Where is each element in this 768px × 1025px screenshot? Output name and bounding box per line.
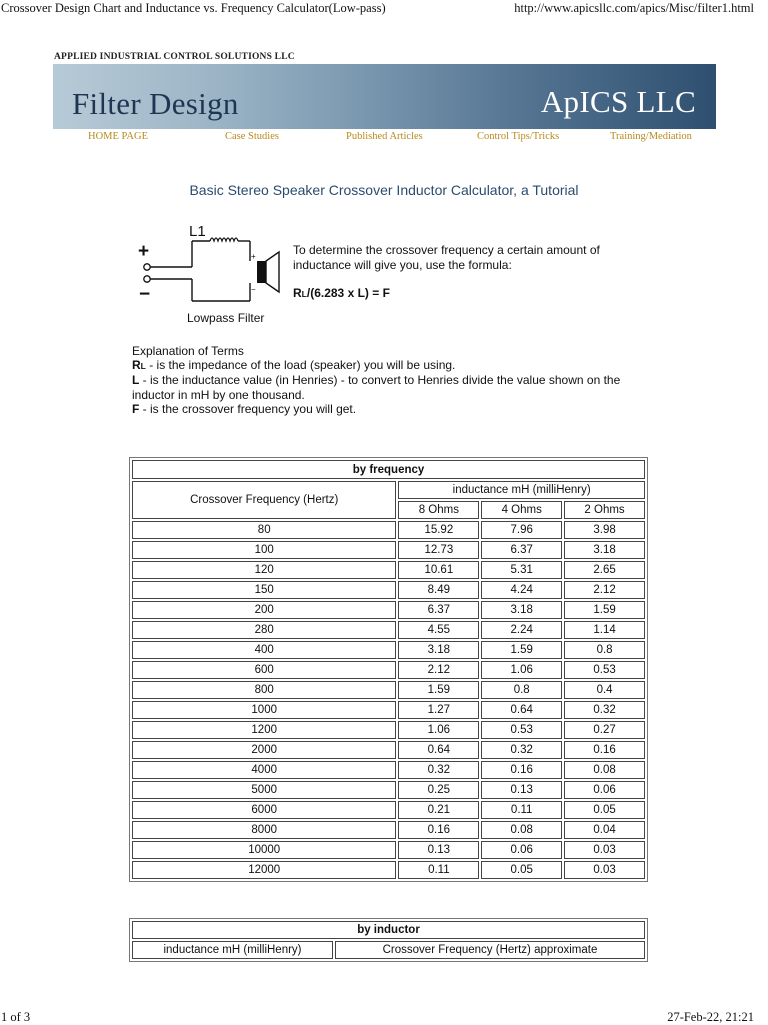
inductance-cell: 3.18	[481, 601, 562, 619]
table-row	[132, 601, 645, 619]
banner-title: Filter Design	[72, 86, 239, 121]
term-l: L - is the inductance value (in Henries) - to convert to Henries divide the value shown on the inductor in mH by one thousand.	[132, 373, 621, 402]
inductance-cell: 0.21	[398, 801, 479, 819]
inductance-cell: 0.32	[398, 761, 479, 779]
article-title: Basic Stereo Speaker Crossover Inductor Calculator, a Tutorial	[189, 182, 579, 198]
inductance-cell: 0.04	[564, 821, 645, 839]
frequency-cell: 6000	[132, 801, 396, 819]
inductor-label: L1	[189, 223, 206, 240]
site-banner	[53, 64, 716, 129]
formula: RL/(6.283 x L) = F	[293, 286, 390, 300]
frequency-cell: 280	[132, 621, 396, 639]
inductance-cell: 0.06	[564, 781, 645, 799]
inductance-cell: 0.25	[398, 781, 479, 799]
inductance-cell: 0.03	[564, 861, 645, 879]
inductance-cell: 0.05	[564, 801, 645, 819]
inductance-cell: 3.98	[564, 521, 645, 539]
terms-heading: Explanation of Terms	[132, 344, 244, 358]
inductance-cell: 6.37	[481, 541, 562, 559]
table-title: by frequency	[132, 460, 645, 479]
inductance-cell: 3.18	[398, 641, 479, 659]
speaker-magnet	[257, 261, 266, 283]
table-row	[132, 541, 645, 559]
inductance-cell: 5.31	[481, 561, 562, 579]
inductance-cell: 1.59	[398, 681, 479, 699]
inductance-cell: 0.64	[398, 741, 479, 759]
inductance-cell: 0.11	[398, 861, 479, 879]
table-row	[132, 561, 645, 579]
frequency-cell: 200	[132, 601, 396, 619]
inductance-cell: 0.64	[481, 701, 562, 719]
print-header	[0, 0, 768, 20]
frequency-cell: 5000	[132, 781, 396, 799]
banner-logo: ApICS LLC	[540, 84, 696, 119]
inductance-cell: 0.32	[481, 741, 562, 759]
inductance-cell: 0.13	[398, 841, 479, 859]
inductance-cell: 0.53	[481, 721, 562, 739]
inductance-cell: 1.06	[398, 721, 479, 739]
frequency-cell: 120	[132, 561, 396, 579]
inductance-cell: 0.8	[564, 641, 645, 659]
frequency-cell: 100	[132, 541, 396, 559]
table-row	[132, 761, 645, 779]
table-row	[132, 861, 645, 879]
inductance-cell: 1.06	[481, 661, 562, 679]
column-group-header: inductance mH (milliHenry)	[398, 481, 645, 499]
minus-sign: −	[139, 284, 151, 305]
inductance-cell: 10.61	[398, 561, 479, 579]
nav-case-studies[interactable]: Case Studies	[225, 131, 279, 142]
frequency-cell: 12000	[132, 861, 396, 879]
table-row	[132, 701, 645, 719]
inductance-cell: 0.13	[481, 781, 562, 799]
table-row	[132, 721, 645, 739]
frequency-table	[129, 457, 648, 882]
table-row	[132, 661, 645, 679]
page-indicator: 1 of 3	[1, 1010, 31, 1024]
table-row	[132, 521, 645, 539]
speaker-plus: +	[251, 252, 256, 261]
frequency-cell: 10000	[132, 841, 396, 859]
inductance-cell: 7.96	[481, 521, 562, 539]
inductance-cell: 4.55	[398, 621, 479, 639]
inductance-cell: 3.18	[564, 541, 645, 559]
inductance-cell: 0.08	[481, 821, 562, 839]
frequency-cell: 1200	[132, 721, 396, 739]
frequency-cell: 600	[132, 661, 396, 679]
column-header: Crossover Frequency (Hertz)	[132, 481, 396, 519]
inductance-cell: 2.65	[564, 561, 645, 579]
nav-control-tips[interactable]: Control Tips/Tricks	[477, 131, 560, 142]
inductance-cell: 0.16	[398, 821, 479, 839]
frequency-cell: 8000	[132, 821, 396, 839]
frequency-cell: 4000	[132, 761, 396, 779]
nav-published-articles[interactable]: Published Articles	[346, 131, 423, 142]
column-header: 2 Ohms	[564, 501, 645, 519]
speaker-cone	[266, 252, 279, 292]
terminal-top	[144, 264, 150, 270]
inductance-cell: 6.37	[398, 601, 479, 619]
page-url[interactable]: http://www.apicsllc.com/apics/Misc/filter1.html	[514, 1, 754, 15]
inductance-cell: 0.16	[564, 741, 645, 759]
speaker-minus: −	[251, 285, 256, 294]
table-title: by inductor	[132, 921, 645, 939]
term-f: F - is the crossover frequency you will get.	[132, 401, 357, 416]
frequency-cell: 150	[132, 581, 396, 599]
inductance-cell: 2.24	[481, 621, 562, 639]
terms-explanation	[132, 344, 632, 416]
table-row	[132, 781, 645, 799]
frequency-cell: 800	[132, 681, 396, 699]
terminal-bottom	[144, 276, 150, 282]
table-row	[132, 841, 645, 859]
print-footer	[0, 1010, 768, 1024]
frequency-cell: 80	[132, 521, 396, 539]
table-row	[132, 681, 645, 699]
intro-text: To determine the crossover frequency a certain amount of inductance will give you, use the formula:	[293, 243, 600, 272]
inductance-cell: 0.06	[481, 841, 562, 859]
lowpass-circuit-diagram	[132, 221, 282, 311]
inductance-cell: 0.05	[481, 861, 562, 879]
print-timestamp: 27-Feb-22, 21:21	[667, 1010, 754, 1024]
inductance-cell: 8.49	[398, 581, 479, 599]
column-header: Crossover Frequency (Hertz) approximate	[335, 941, 645, 959]
table-row	[132, 741, 645, 759]
inductance-cell: 0.16	[481, 761, 562, 779]
table-row	[132, 801, 645, 819]
inductance-cell: 0.08	[564, 761, 645, 779]
inductance-cell: 2.12	[398, 661, 479, 679]
table-row	[132, 821, 645, 839]
column-header: inductance mH (milliHenry)	[132, 941, 333, 959]
inductance-cell: 1.27	[398, 701, 479, 719]
nav-training[interactable]: Training/Mediation	[610, 131, 692, 142]
frequency-cell: 400	[132, 641, 396, 659]
company-name: APPLIED INDUSTRIAL CONTROL SOLUTIONS LLC	[54, 52, 295, 62]
inductance-cell: 1.59	[481, 641, 562, 659]
table-row	[132, 621, 645, 639]
document-title: Crossover Design Chart and Inductance vs. Frequency Calculator(Low-pass)	[1, 1, 386, 15]
column-header: 8 Ohms	[398, 501, 479, 519]
inductance-cell: 1.14	[564, 621, 645, 639]
inductance-cell: 0.4	[564, 681, 645, 699]
inductance-cell: 0.27	[564, 721, 645, 739]
inductance-cell: 0.8	[481, 681, 562, 699]
frequency-cell: 1000	[132, 701, 396, 719]
inductance-cell: 0.53	[564, 661, 645, 679]
nav-bar	[53, 129, 716, 148]
term-rl: RL - is the impedance of the load (speaker) you will be using.	[132, 358, 456, 373]
inductance-cell: 0.11	[481, 801, 562, 819]
inductance-cell: 12.73	[398, 541, 479, 559]
column-header: 4 Ohms	[481, 501, 562, 519]
table-row	[132, 641, 645, 659]
inductor-table	[129, 918, 648, 962]
table-row	[132, 581, 645, 599]
nav-home[interactable]: HOME PAGE	[88, 131, 148, 142]
inductance-cell: 15.92	[398, 521, 479, 539]
plus-sign: +	[138, 241, 150, 262]
inductor-coil	[210, 238, 238, 241]
frequency-cell: 2000	[132, 741, 396, 759]
inductance-cell: 0.32	[564, 701, 645, 719]
inductance-cell: 1.59	[564, 601, 645, 619]
inductance-cell: 2.12	[564, 581, 645, 599]
circuit-caption: Lowpass Filter	[187, 311, 265, 325]
inductance-cell: 0.03	[564, 841, 645, 859]
inductance-cell: 4.24	[481, 581, 562, 599]
